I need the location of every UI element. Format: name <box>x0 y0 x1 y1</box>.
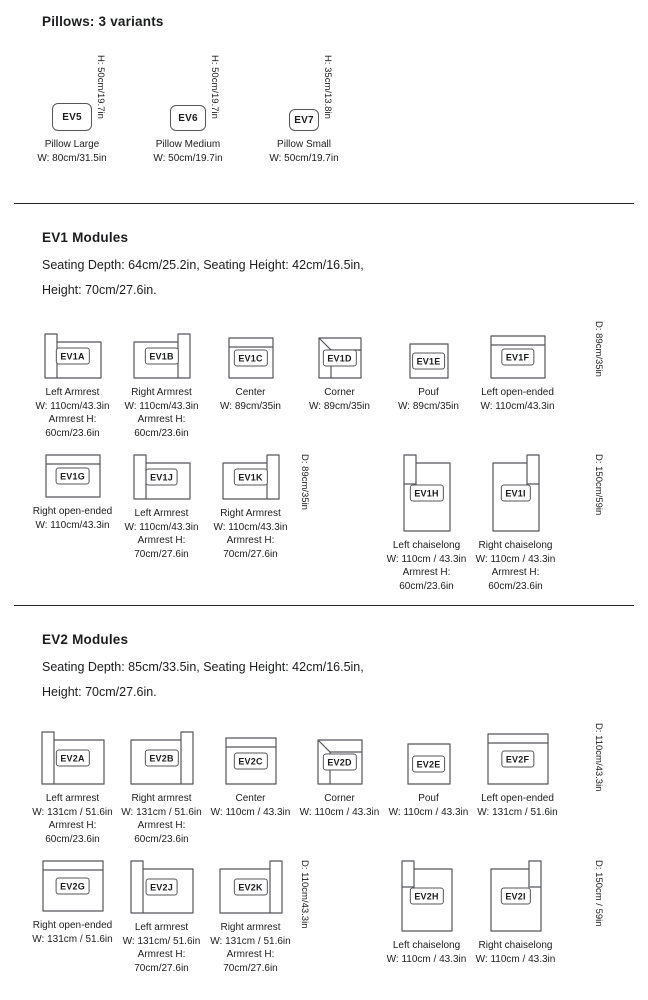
module-code-label: EV2K <box>233 879 267 896</box>
module-name: Right armrest <box>131 793 192 804</box>
module-name: Right chaiselong <box>478 940 553 951</box>
module-ev1e <box>384 321 473 413</box>
module-code-label: EV2B <box>144 750 178 767</box>
open-ended-icon <box>42 860 104 912</box>
module-icon-area <box>117 321 206 379</box>
left-armrest-icon <box>133 454 191 500</box>
chaise-right-icon <box>490 860 542 932</box>
module-dimension: Armrest H: <box>137 820 186 831</box>
module-ev2i <box>471 860 560 966</box>
module-code-label: EV1K <box>233 469 267 486</box>
module-code-label: EV1C <box>233 350 267 367</box>
pillows-title: Pillows: 3 variants <box>42 14 164 29</box>
module-code-label: EV2D <box>322 754 356 771</box>
module-icon-area <box>382 454 471 532</box>
module-dimension: W: 131cm / 51.6in <box>210 935 291 947</box>
module-icon-area <box>117 723 206 785</box>
module-dimension: Armrest H: <box>137 414 186 425</box>
module-name: Left chaiselong <box>392 940 461 951</box>
module-ev2h <box>382 860 471 966</box>
module-code-label: EV2G <box>55 878 90 895</box>
pillow-code: EV5 <box>62 111 82 123</box>
module-ev2g <box>28 860 117 946</box>
depth-label: D: 150cm/59in <box>593 454 604 516</box>
module-caption <box>473 792 562 819</box>
module-icon-area <box>471 860 560 932</box>
module-caption <box>28 792 117 846</box>
pillow-row <box>0 55 648 165</box>
module-icon-area <box>384 723 473 785</box>
module-icon-area <box>206 860 295 914</box>
section-divider <box>14 203 634 204</box>
module-dimension: 60cm/23.6in <box>399 580 454 592</box>
module-icon-area <box>206 321 295 379</box>
pouf-icon <box>407 743 451 785</box>
open-ended-icon <box>45 454 101 498</box>
pillow-large-icon <box>52 103 92 131</box>
module-code-label: EV1F <box>501 349 534 366</box>
center-icon <box>228 337 274 379</box>
ev1-row-2 <box>0 454 648 593</box>
module-dimension: 70cm/27.6in <box>134 548 189 560</box>
module-name: Right Armrest <box>220 508 281 519</box>
module-name: Left open-ended <box>481 387 554 398</box>
module-caption <box>206 792 295 819</box>
module-name: Left chaiselong <box>392 540 461 551</box>
module-dimension: Armrest H: <box>491 567 540 578</box>
open-ended-icon <box>490 335 546 379</box>
pillows-section <box>0 14 648 165</box>
module-dimension: W: 131cm / 51.6in <box>32 806 113 818</box>
module-code-label: EV2H <box>409 888 443 905</box>
module-name: Pouf <box>418 387 439 398</box>
module-ev1k <box>206 454 295 561</box>
module-dimension: W: 110cm/43.3in <box>480 400 555 412</box>
pillow-icon-area <box>246 55 362 131</box>
open-ended-icon <box>487 733 549 785</box>
module-icon-area <box>473 321 562 379</box>
module-name: Right open-ended <box>32 506 113 517</box>
module-caption <box>206 507 295 561</box>
module-dimension: W: 110cm / 43.3in <box>299 806 380 818</box>
right-armrest-icon <box>133 333 191 379</box>
module-dimension: Armrest H: <box>402 567 451 578</box>
module-icon-area <box>295 723 384 785</box>
module-dimension: Armrest H: <box>226 949 275 960</box>
pillow-width: W: 50cm/19.7in <box>153 152 223 164</box>
module-ev1a <box>28 321 117 440</box>
module-dimension: W: 89cm/35in <box>398 400 459 412</box>
module-name: Left Armrest <box>134 508 189 519</box>
module-dimension: W: 131cm/ 51.6in <box>122 935 201 947</box>
module-icon-area <box>295 321 384 379</box>
module-icon-area <box>206 454 295 500</box>
pillow-name: Pillow Small <box>277 139 331 150</box>
module-caption <box>471 939 560 966</box>
module-code-label: EV1H <box>409 485 443 502</box>
module-caption <box>117 507 206 561</box>
chaise-left-icon <box>403 454 451 532</box>
pillow-height-label: H: 50cm/19.7in <box>95 55 106 119</box>
depth-label: D: 89cm/35in <box>299 454 310 510</box>
module-ev2b <box>117 723 206 846</box>
ev2-title: EV2 Modules <box>42 632 129 647</box>
module-dimension: 70cm/27.6in <box>223 548 278 560</box>
module-ev1j <box>117 454 206 561</box>
module-dimension: W: 110cm / 43.3in <box>386 953 467 965</box>
pillow-code: EV7 <box>294 114 314 126</box>
pillow-height-label: H: 35cm/13.8in <box>322 55 333 119</box>
module-dimension: Armrest H: <box>48 414 97 425</box>
ev2-subtitle-line1: Seating Depth: 85cm/33.5in, Seating Height: 42cm/16.5in, <box>42 660 364 674</box>
module-code-label: EV2F <box>501 751 534 768</box>
module-caption <box>382 939 471 966</box>
module-caption <box>473 386 562 413</box>
pillow-name: Pillow Large <box>44 139 100 150</box>
module-code-label: EV2E <box>412 756 446 773</box>
module-dimension: 60cm/23.6in <box>45 833 100 845</box>
module-name: Left open-ended <box>481 793 554 804</box>
module-ev1b <box>117 321 206 440</box>
module-dimension: Armrest H: <box>226 535 275 546</box>
module-icon-area <box>28 723 117 785</box>
module-dimension: W: 131cm / 51.6in <box>477 806 558 818</box>
module-code-label: EV1E <box>412 353 446 370</box>
ev2-row-1 <box>0 723 648 846</box>
module-name: Left armrest <box>45 793 100 804</box>
module-icon-area <box>384 321 473 379</box>
module-code-label: EV2I <box>500 888 530 905</box>
module-code-label: EV1G <box>55 468 90 485</box>
module-name: Right chaiselong <box>478 540 553 551</box>
module-icon-area <box>473 723 562 785</box>
module-code-label: EV1J <box>145 469 178 486</box>
corner-icon <box>318 337 362 379</box>
module-dimension: W: 110cm / 43.3in <box>475 953 556 965</box>
module-dimension: W: 110cm / 43.3in <box>386 553 467 565</box>
module-dimension: W: 110cm / 43.3in <box>210 806 291 818</box>
corner-icon <box>317 739 363 785</box>
pillow-caption <box>246 138 362 165</box>
module-ev1d <box>295 321 384 413</box>
left-armrest-icon <box>130 860 194 914</box>
module-icon-area <box>206 723 295 785</box>
module-dimension: W: 110cm/43.3in <box>124 400 199 412</box>
module-dimension: W: 131cm / 51.6in <box>121 806 202 818</box>
module-ev1h <box>382 454 471 593</box>
module-dimension: Armrest H: <box>137 535 186 546</box>
pillow-ev5 <box>14 55 130 165</box>
module-caption <box>28 919 117 946</box>
module-dimension: 60cm/23.6in <box>134 833 189 845</box>
pillow-ev6 <box>130 55 246 165</box>
module-dimension: 60cm/23.6in <box>45 427 100 439</box>
module-caption <box>28 505 117 532</box>
chaise-left-icon <box>401 860 453 932</box>
module-caption <box>384 792 473 819</box>
pillow-width: W: 80cm/31.5in <box>37 152 107 164</box>
section-divider <box>14 605 634 606</box>
pillow-medium-icon <box>170 105 206 131</box>
module-icon-area <box>28 321 117 379</box>
chaise-right-icon <box>492 454 540 532</box>
module-ev2c <box>206 723 295 819</box>
module-ev2d <box>295 723 384 819</box>
module-ev2k <box>206 860 295 975</box>
module-ev1i <box>471 454 560 593</box>
pillow-height-label: H: 50cm/19.7in <box>209 55 220 119</box>
ev1-modules-section <box>0 230 648 593</box>
module-name: Left armrest <box>134 922 189 933</box>
module-code-label: EV1I <box>500 485 530 502</box>
pillow-code: EV6 <box>178 112 198 124</box>
pillow-width: W: 50cm/19.7in <box>269 152 339 164</box>
module-dimension: W: 110cm / 43.3in <box>388 806 469 818</box>
module-dimension: W: 131cm / 51.6in <box>32 933 113 945</box>
right-armrest-icon <box>219 860 283 914</box>
module-code-label: EV1A <box>55 348 89 365</box>
module-icon-area <box>117 860 206 914</box>
module-name: Right armrest <box>220 922 281 933</box>
module-caption <box>471 539 560 593</box>
module-name: Left Armrest <box>45 387 100 398</box>
module-dimension: W: 89cm/35in <box>220 400 281 412</box>
module-ev2f <box>473 723 562 819</box>
module-icon-area <box>471 454 560 532</box>
module-code-label: EV2C <box>233 753 267 770</box>
left-armrest-icon <box>41 731 105 785</box>
pillow-caption <box>130 138 246 165</box>
module-name: Corner <box>324 387 355 398</box>
module-caption <box>28 386 117 440</box>
ev2-subtitle-line2: Height: 70cm/27.6in. <box>42 685 157 699</box>
module-caption <box>117 792 206 846</box>
module-name: Center <box>235 793 266 804</box>
module-ev2e <box>384 723 473 819</box>
module-code-label: EV2J <box>145 879 178 896</box>
module-dimension: Armrest H: <box>137 949 186 960</box>
depth-label: D: 89cm/35in <box>593 321 604 377</box>
module-caption <box>206 921 295 975</box>
module-ev1c <box>206 321 295 413</box>
depth-label: D: 150cm / 59in <box>593 860 604 927</box>
module-dimension: W: 89cm/35in <box>309 400 370 412</box>
module-caption <box>117 386 206 440</box>
module-name: Corner <box>324 793 355 804</box>
module-ev1g <box>28 454 117 532</box>
module-dimension: W: 110cm/43.3in <box>35 400 110 412</box>
module-dimension: 60cm/23.6in <box>488 580 543 592</box>
ev1-subtitle-line1: Seating Depth: 64cm/25.2in, Seating Height: 42cm/16.5in, <box>42 258 364 272</box>
module-caption <box>295 386 384 413</box>
module-code-label: EV1D <box>322 350 356 367</box>
module-dimension: 60cm/23.6in <box>134 427 189 439</box>
module-dimension: W: 110cm / 43.3in <box>475 553 556 565</box>
module-code-label: EV1B <box>144 348 178 365</box>
module-dimension: W: 110cm/43.3in <box>124 521 199 533</box>
pillow-icon-area <box>130 55 246 131</box>
module-caption <box>382 539 471 593</box>
module-caption <box>206 386 295 413</box>
module-ev2a <box>28 723 117 846</box>
center-icon <box>225 737 277 785</box>
module-icon-area <box>382 860 471 932</box>
ev1-subtitle-line2: Height: 70cm/27.6in. <box>42 283 157 297</box>
module-dimension: 70cm/27.6in <box>134 962 189 974</box>
right-armrest-icon <box>130 731 194 785</box>
module-icon-area <box>28 860 117 912</box>
pillow-ev7 <box>246 55 362 165</box>
pillow-icon-area <box>14 55 130 131</box>
module-dimension: W: 110cm/43.3in <box>35 519 110 531</box>
module-name: Right open-ended <box>32 920 113 931</box>
module-dimension: 70cm/27.6in <box>223 962 278 974</box>
module-name: Center <box>235 387 266 398</box>
module-dimension: W: 110cm/43.3in <box>213 521 288 533</box>
pillow-small-icon <box>289 109 319 131</box>
pillow-name: Pillow Medium <box>155 139 221 150</box>
module-ev2j <box>117 860 206 975</box>
module-dimension: Armrest H: <box>48 820 97 831</box>
pouf-icon <box>409 343 449 379</box>
ev2-row-2 <box>0 860 648 975</box>
depth-label: D: 110cm/43.3in <box>593 723 604 792</box>
module-icon-area <box>28 454 117 498</box>
ev2-modules-section <box>0 632 648 975</box>
module-caption <box>117 921 206 975</box>
right-armrest-icon <box>222 454 280 500</box>
module-caption <box>295 792 384 819</box>
module-icon-area <box>117 454 206 500</box>
left-armrest-icon <box>44 333 102 379</box>
pillow-caption <box>14 138 130 165</box>
ev1-title: EV1 Modules <box>42 230 129 245</box>
module-name: Pouf <box>418 793 439 804</box>
ev1-row-1 <box>0 321 648 440</box>
module-caption <box>384 386 473 413</box>
module-name: Right Armrest <box>131 387 192 398</box>
module-ev1f <box>473 321 562 413</box>
depth-label: D: 110cm/43.3in <box>299 860 310 929</box>
module-code-label: EV2A <box>55 750 89 767</box>
